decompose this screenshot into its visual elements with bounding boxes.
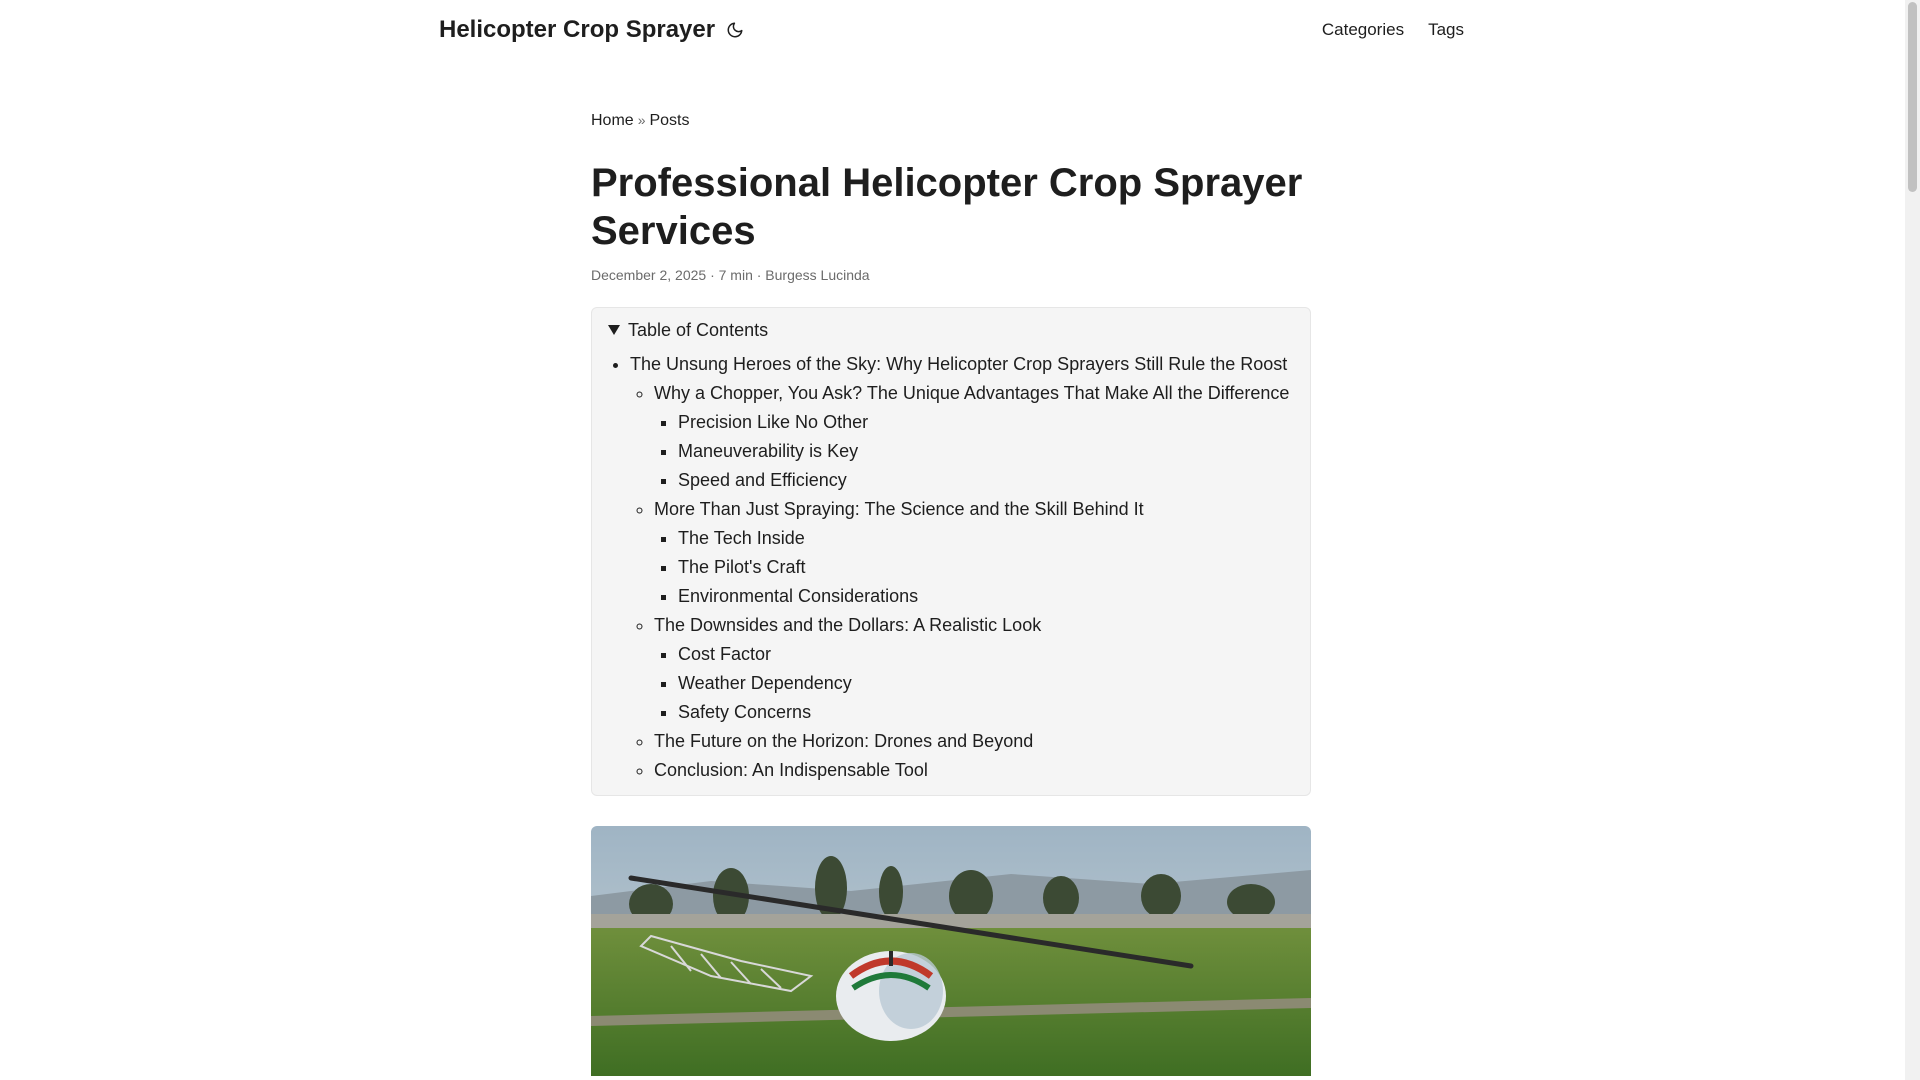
breadcrumb-home[interactable]: Home xyxy=(591,112,634,129)
top-nav xyxy=(1322,18,1464,42)
moon-icon xyxy=(726,21,744,39)
toc-item xyxy=(654,495,1294,611)
theme-toggle-button[interactable] xyxy=(724,18,746,42)
toc-sublist xyxy=(654,408,1294,495)
toc-link[interactable]: Weather Dependency xyxy=(678,673,852,693)
site-header xyxy=(0,0,1905,60)
toc-item xyxy=(678,640,1294,669)
toc-item xyxy=(678,437,1294,466)
toc-item xyxy=(654,756,1294,785)
toc-link[interactable]: The Future on the Horizon: Drones and Beyond xyxy=(654,731,1034,751)
toc-item xyxy=(654,727,1294,756)
toc-item xyxy=(654,611,1294,727)
scrollbar-thumb[interactable] xyxy=(1908,2,1917,192)
toc-item xyxy=(630,350,1294,785)
toc-link-top[interactable]: The Unsung Heroes of the Sky: Why Helicopter Crop Sprayers Still Rule the Roost xyxy=(630,354,1288,374)
toc-sublist xyxy=(630,379,1294,785)
breadcrumb-separator: » xyxy=(637,112,646,128)
post-main xyxy=(591,108,1311,1076)
toc-link[interactable]: The Pilot's Craft xyxy=(678,557,806,577)
toc-item xyxy=(654,379,1294,495)
toc-body xyxy=(608,350,1294,785)
triangle-down-icon xyxy=(608,325,620,335)
toc-link[interactable]: Safety Concerns xyxy=(678,702,812,722)
toc-item xyxy=(678,582,1294,611)
toc-link[interactable]: Maneuverability is Key xyxy=(678,441,859,461)
toc-link[interactable]: Precision Like No Other xyxy=(678,412,869,432)
page-scrollbar[interactable] xyxy=(1905,0,1920,1080)
toc-link[interactable]: Environmental Considerations xyxy=(678,586,919,606)
page-title: Professional Helicopter Crop Sprayer Services xyxy=(591,161,1303,253)
toc-item xyxy=(678,669,1294,698)
breadcrumb xyxy=(591,108,1311,133)
toc-link[interactable]: Speed and Efficiency xyxy=(678,470,847,490)
breadcrumb-posts[interactable]: Posts xyxy=(649,112,690,129)
toc-item xyxy=(678,466,1294,495)
post-meta: December 2, 2025 · 7 min · Burgess Lucinda xyxy=(591,267,870,283)
toc-link[interactable]: Conclusion: An Indispensable Tool xyxy=(654,760,928,780)
toc-summary-label: Table of Contents xyxy=(628,320,769,340)
toc-sublist xyxy=(654,640,1294,727)
toc-link[interactable]: The Downsides and the Dollars: A Realistic Look xyxy=(654,615,1042,635)
cover-image xyxy=(591,826,1311,1076)
toc-item xyxy=(678,553,1294,582)
toc-link[interactable]: Why a Chopper, You Ask? The Unique Advantages That Make All the Difference xyxy=(654,383,1290,403)
table-of-contents xyxy=(591,307,1311,796)
nav-tags[interactable]: Tags xyxy=(1428,20,1464,39)
toc-toggle[interactable] xyxy=(608,318,1294,342)
toc-item xyxy=(678,408,1294,437)
site-logo[interactable]: Helicopter Crop Sprayer xyxy=(439,16,716,43)
toc-list xyxy=(608,350,1294,785)
nav-categories[interactable]: Categories xyxy=(1321,20,1405,39)
toc-item xyxy=(678,698,1294,727)
toc-link[interactable]: Cost Factor xyxy=(678,644,772,664)
toc-link[interactable]: More Than Just Spraying: The Science and the Skill Behind It xyxy=(654,499,1144,519)
helicopter-photo xyxy=(591,826,1311,1076)
toc-sublist xyxy=(654,524,1294,611)
toc-link[interactable]: The Tech Inside xyxy=(678,528,805,548)
toc-item xyxy=(678,524,1294,553)
